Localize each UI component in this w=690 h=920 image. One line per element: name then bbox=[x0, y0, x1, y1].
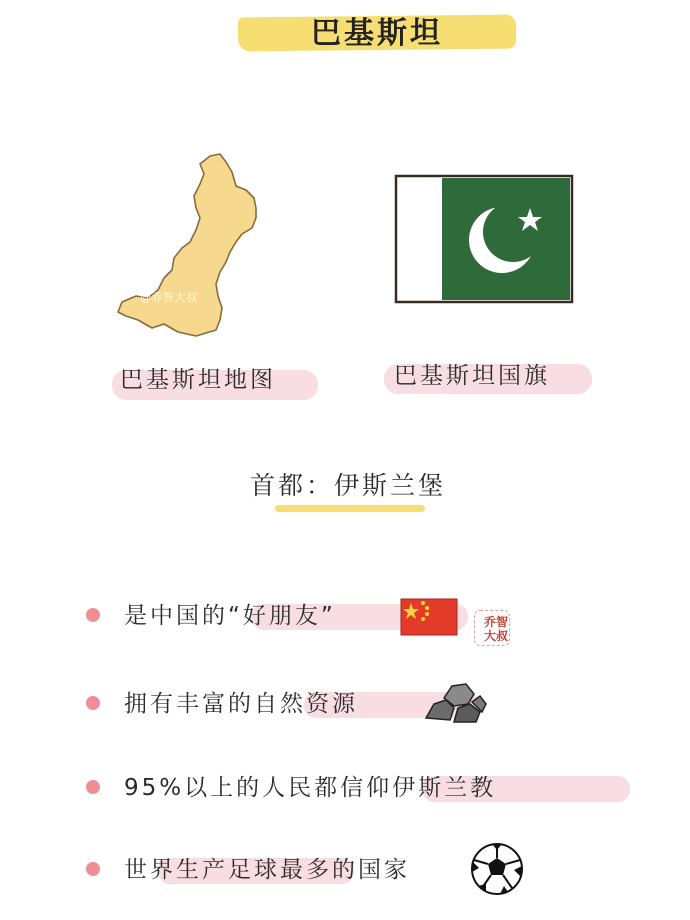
bullet-dot bbox=[86, 862, 100, 876]
flag-caption: 巴基斯坦国旗 bbox=[394, 363, 550, 389]
bullet-dot bbox=[86, 780, 100, 794]
svg-text:大: 大 bbox=[484, 629, 497, 643]
fact-text: 是中国的“好朋友” bbox=[124, 603, 336, 629]
bullet-dot bbox=[86, 608, 100, 622]
pakistan-flag-icon bbox=[392, 172, 576, 306]
pakistan-map-icon bbox=[110, 148, 342, 338]
china-flag-icon bbox=[400, 598, 458, 636]
svg-text:智: 智 bbox=[496, 615, 509, 629]
map-caption: 巴基斯坦地图 bbox=[120, 367, 276, 393]
bullet-dot bbox=[86, 696, 100, 710]
seal-stamp bbox=[474, 610, 510, 646]
capital-label: 首都：伊斯兰堡 bbox=[250, 471, 447, 500]
capital-underline bbox=[275, 505, 425, 512]
soccer-ball-icon bbox=[470, 842, 524, 896]
fact-text: 95%以上的人民都信仰伊斯兰教 bbox=[124, 775, 497, 801]
watermark: @乔智大叔 bbox=[140, 291, 198, 304]
page-title: 巴基斯坦 bbox=[311, 16, 443, 51]
rocks-icon bbox=[424, 682, 488, 724]
svg-text:叔: 叔 bbox=[496, 629, 509, 643]
svg-text:乔: 乔 bbox=[484, 615, 497, 629]
fact-text: 拥有丰富的自然资源 bbox=[124, 691, 358, 717]
fact-text: 世界生产足球最多的国家 bbox=[124, 857, 410, 883]
